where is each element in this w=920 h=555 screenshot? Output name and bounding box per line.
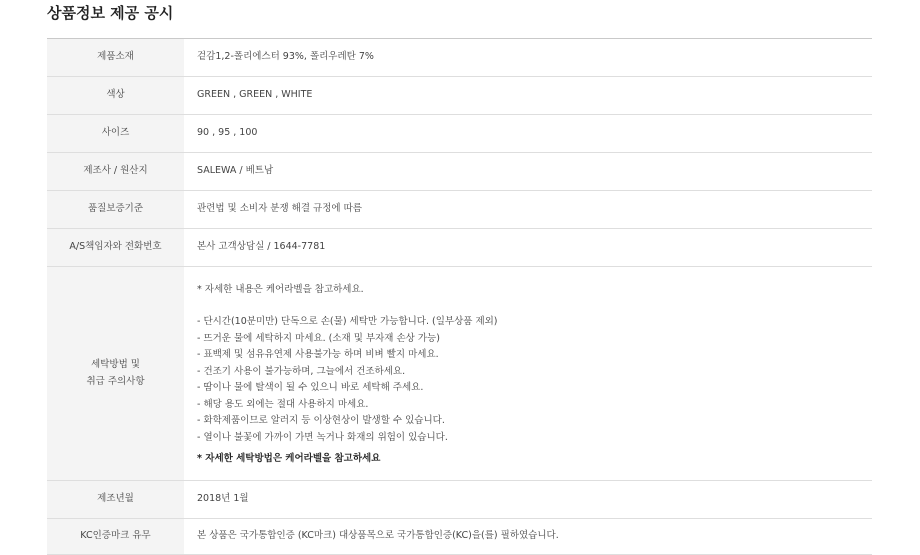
page-title: 상품정보 제공 공시 — [47, 4, 174, 22]
table-row-material — [47, 39, 872, 77]
row-value: GREEN , GREEN , WHITE — [184, 77, 872, 115]
care-item: - 뜨거운 물에 세탁하지 마세요. (소재 및 부자재 손상 가능) — [197, 332, 440, 344]
row-label: 사이즈 — [47, 115, 184, 153]
row-value: 본사 고객상담실 / 1644-7781 — [184, 229, 872, 267]
care-item: - 해당 용도 외에는 절대 사용하지 마세요. — [197, 398, 369, 410]
care-item: - 건조기 사용이 불가능하며, 그늘에서 건조하세요. — [197, 365, 406, 377]
row-label: 제조년월 — [47, 481, 184, 519]
care-item: - 땀이나 물에 탈색이 될 수 있으니 바로 세탁해 주세요. — [197, 382, 424, 393]
care-item: - 표백제 및 섬유유연제 사용불가능 하며 비벼 빨지 마세요. — [197, 349, 439, 360]
table-row-color — [47, 77, 872, 115]
care-intro: * 자세한 내용은 케어라벨을 참고하세요. — [197, 283, 364, 295]
care-item: - 화학제품이므로 알러지 등 이상현상이 발생할 수 있습니다. — [197, 415, 445, 426]
row-label: 제조사 / 원산지 — [47, 153, 184, 191]
care-note: * 자세한 세탁방법은 케어라벨을 참고하세요 — [197, 453, 381, 464]
row-value: 2018년 1월 — [184, 481, 872, 519]
row-label: A/S책임자와 전화번호 — [47, 229, 184, 267]
care-item: - 단시간(10분미만) 단독으로 손(물) 세탁만 가능합니다. (일부상품 제외) — [197, 316, 498, 327]
row-value: 90 , 95 , 100 — [184, 115, 872, 153]
table-row-care — [47, 267, 872, 481]
care-label — [47, 267, 184, 481]
row-label: 품질보증기준 — [47, 191, 184, 229]
row-value: 관련법 및 소비자 분쟁 해결 규정에 따름 — [184, 191, 872, 229]
table-row-quality — [47, 191, 872, 229]
table-row-kc — [47, 519, 872, 555]
table-row-manufacture-date — [47, 481, 872, 519]
table-row-maker-origin — [47, 153, 872, 191]
row-value: 겉감1,2-폴리에스터 93%, 폴리우레탄 7% — [184, 39, 872, 77]
care-label-line: 취급 주의사항 — [86, 375, 145, 387]
row-value: 본 상품은 국가통합인증 (KC마크) 대상품목으로 국가통합인증(KC)을(를) 필하였습니다. — [184, 519, 872, 555]
product-info-table — [47, 38, 872, 555]
row-label: 제품소재 — [47, 39, 184, 77]
care-item: - 열이나 불꽃에 가까이 가면 녹거나 화재의 위험이 있습니다. — [197, 431, 448, 443]
row-label: 색상 — [47, 77, 184, 115]
care-content — [184, 267, 872, 481]
table-row-size — [47, 115, 872, 153]
care-label-line: 세탁방법 및 — [91, 359, 140, 370]
table-row-as-contact — [47, 229, 872, 267]
row-value: SALEWA / 베트남 — [184, 153, 872, 191]
row-label: KC인증마크 유무 — [47, 519, 184, 555]
